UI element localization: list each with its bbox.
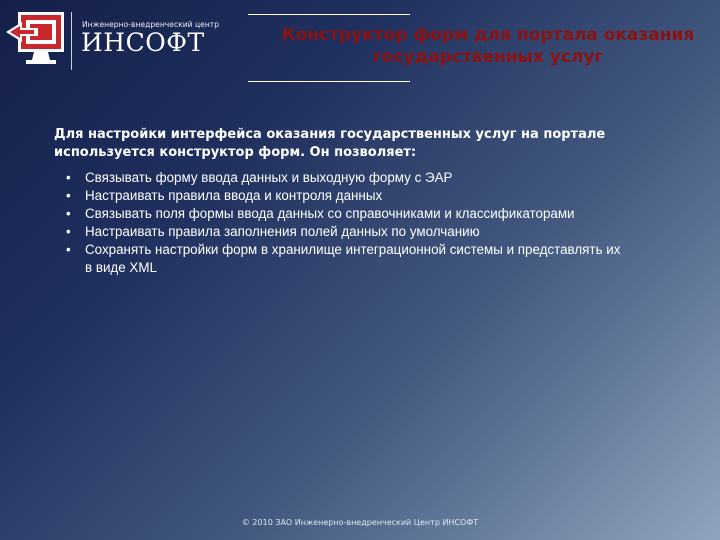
title-rule-bottom [248,81,410,82]
title-rule-top [248,14,410,15]
slide-title-line-2: государственных услуг [372,47,604,67]
bullet-icon: • [66,206,71,221]
list-item-text: Настраивать правила ввода и контроля данных [85,188,383,203]
list-item-text: Связывать форму ввода данных и выходную форму с ЭАР [85,170,453,185]
logo-tagline: Инженерно-внедренческий центр [82,20,220,29]
bullet-icon: • [66,170,71,185]
list-item [66,205,626,223]
company-logo [0,0,230,80]
monitor-arrow-icon [4,8,68,72]
bullet-icon: • [66,188,71,203]
footer-copyright: © 2010 ЗАО Инженерно-внедренческий Центр ИНСОФТ [241,518,479,527]
list-item [66,169,626,187]
list-item [66,223,626,241]
bullet-icon: • [66,224,71,239]
list-item-text: Настраивать правила заполнения полей данных по умолчанию [85,224,480,239]
slide-title [238,24,720,68]
logo-divider [71,12,72,70]
feature-list [66,169,626,277]
slide-title-line-1: Конструктор форм для портала оказания [281,25,695,45]
list-item-text: Связывать поля формы ввода данных со справочниками и классификаторами [85,206,575,221]
logo-name: ИНСОФТ [81,28,205,57]
list-item [66,241,626,277]
list-item [66,187,626,205]
bullet-icon: • [66,242,71,257]
list-item-text: Сохранять настройки форм в хранилище интеграционной системы и представлять их в виде XML [85,242,621,275]
intro-paragraph: Для настройки интерфейса оказания государственных услуг на портале используется конструктор форм. Он позволяет: [54,127,606,160]
